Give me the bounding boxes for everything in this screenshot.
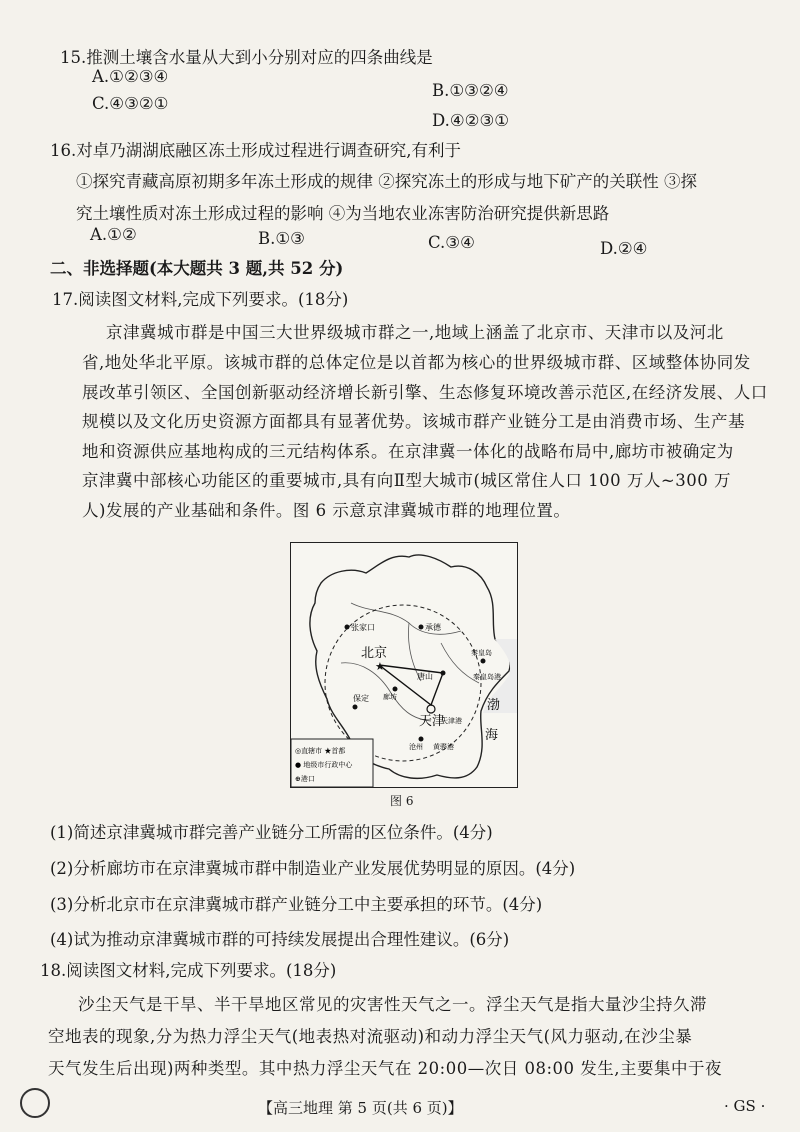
q17-para-line: 展改革引领区、全国创新驱动经济增长新引擎、生态修复环境改善示范区,在经济发展、人口 [82,383,768,402]
q18-para-line: 沙尘天气是干旱、半干旱地区常见的灾害性天气之一。浮尘天气是指大量沙尘持久滞 [78,995,707,1014]
q17-sub-2: (2)分析廊坊市在京津冀城市群中制造业产业发展优势明显的原因。(4分) [50,859,576,878]
legend-line: ◎直辖市 ★首都 [295,747,346,755]
map-label-tangshan: 唐山 [417,672,433,681]
map-label-huanghua-port: 黄骅港 [433,743,454,751]
map-label-cangzhou: 沧州 [409,743,423,751]
map-label-qinhuangdao: 秦皇岛 [471,649,492,657]
q18-para-line: 天气发生后出现)两种类型。其中热力浮尘天气在 20:00—次日 08:00 发生,主要集中于夜 [48,1059,723,1078]
beijing-star: ★ [375,660,385,673]
cangzhou-dot [419,737,424,742]
legend-line: ⊕港口 [295,775,315,783]
q15-option-a: A.①②③④ [92,67,169,86]
q16-line2: 究土壤性质对冻土形成过程的影响 ④为当地农业冻害防治研究提供新思路 [76,204,610,223]
map-svg [291,543,517,787]
map-label-hai: 海 [485,728,499,743]
jingjinji-map [290,542,518,788]
map-label-chengde: 承德 [425,623,441,632]
qinhuangdao-dot [481,659,486,664]
q17-para-line: 京津冀城市群是中国三大世界级城市群之一,地域上涵盖了北京市、天津市以及河北 [106,323,724,342]
q16-stem: 16.对卓乃湖湖底融区冻土形成过程进行调查研究,有利于 [50,141,461,160]
map-label-tianjin-port: 天津港 [441,717,462,725]
map-label-beijing: 北京 [361,646,388,661]
q15-stem: 15.推测土壤含水量从大到小分别对应的四条曲线是 [60,48,433,67]
publisher-logo-icon [20,1088,50,1118]
langfang-dot [393,687,398,692]
map-label-zhangjiakou: 张家口 [351,623,375,632]
q15-option-b: B.①③②④ [432,81,509,100]
figure-caption: 图 6 [390,794,414,808]
page-footer: 【高三地理 第 5 页(共 6 页)】 [258,1099,463,1117]
map-label-qinhuangdao-port: 秦皇岛港 [473,673,501,681]
q18-stem: 18.阅读图文材料,完成下列要求。(18分) [40,961,337,980]
baoding-dot [353,705,358,710]
q17-para-line: 人)发展的产业基础和条件。图 6 示意京津冀城市群的地理位置。 [82,501,571,520]
chengde-dot [419,625,424,630]
map-label-langfang: 廊坊 [383,693,397,701]
q17-para-line: 规模以及文化历史资源方面都具有显著优势。该城市群产业链分工是由消费市场、生产基 [82,412,745,431]
q17-sub-1: (1)简述京津冀城市群完善产业链分工所需的区位条件。(4分) [50,823,493,842]
tianjin-marker [427,705,435,713]
q18-para-line: 空地表的现象,分为热力浮尘天气(地表热对流驱动)和动力浮尘天气(风力驱动,在沙尘暴 [48,1027,693,1046]
q17-para-line: 京津冀中部核心功能区的重要城市,具有向Ⅱ型大城市(城区常住人口 100 万人~300 万 [82,471,731,490]
q17-sub-3: (3)分析北京市在京津冀城市群产业链分工中主要承担的环节。(4分) [50,895,543,914]
q17-sub-4: (4)试为推动京津冀城市群的可持续发展提出合理性建议。(6分) [50,930,510,949]
section-heading: 二、非选择题(本大题共 3 题,共 52 分) [50,259,344,278]
tangshan-dot [441,671,446,676]
map-label-bo: 渤 [487,698,501,713]
q17-para-line: 省,地处华北平原。该城市群的总体定位是以首都为核心的世界级城市群、区域整体协同发 [82,353,751,372]
legend-line: ● 地级市行政中心 [295,761,353,769]
q17-stem: 17.阅读图文材料,完成下列要求。(18分) [52,290,349,309]
map-label-tianjin: 天津 [419,714,446,729]
footer-code: · GS · [724,1097,766,1115]
q16-option-a: A.①② [90,225,137,244]
q16-option-d: D.②④ [600,239,648,258]
q15-option-c: C.④③②① [92,94,169,113]
zhangjiakou-dot [345,625,350,630]
q16-option-c: C.③④ [428,233,475,252]
map-label-baoding: 保定 [353,694,369,703]
q15-option-d: D.④②③① [432,111,510,130]
q16-line1: ①探究青藏高原初期多年冻土形成的规律 ②探究冻土的形成与地下矿产的关联性 ③探 [76,172,697,191]
q16-option-b: B.①③ [258,229,305,248]
q17-para-line: 地和资源供应基地构成的三元结构体系。在京津冀一体化的战略布局中,廊坊市被确定为 [82,442,734,461]
